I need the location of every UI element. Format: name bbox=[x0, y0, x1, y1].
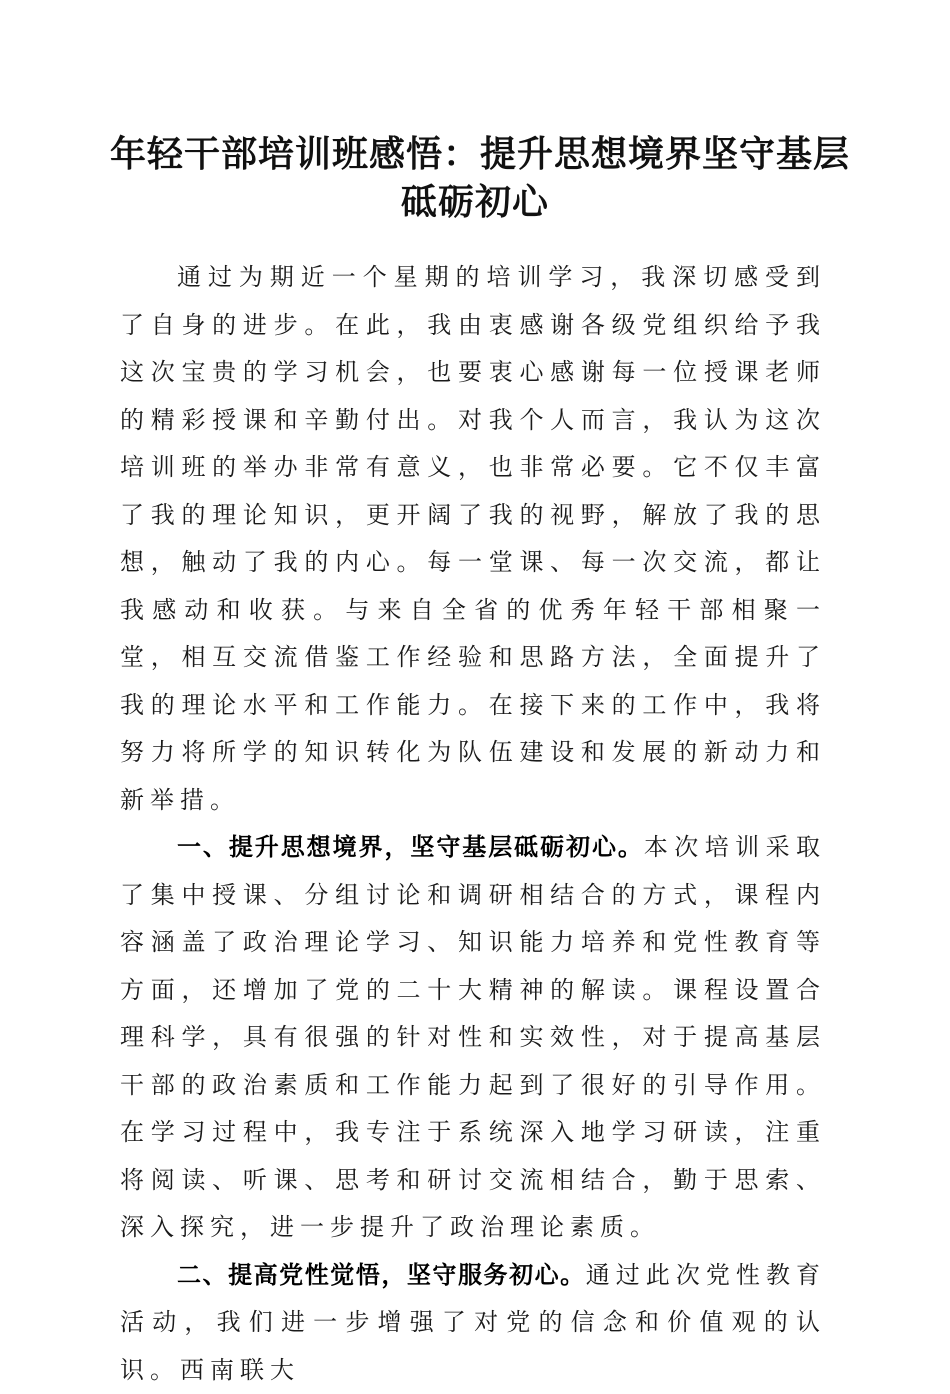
paragraph-text: 通过此次党性教育活动，我们进一步增强了对党的信念和价值观的认识。西南联大 bbox=[120, 1261, 826, 1384]
paragraph-text: 本次培训采取了集中授课、分组讨论和调研相结合的方式，课程内容涵盖了政治理论学习、知识能力培养和党性教育等方面，还增加了党的二十大精神的解读。课程设置合理科学，具有很强的针对性和实效性，对于提高基层干部的政治素质和工作能力起到了很好的引导作用。在学习过程中，我专注于系统深入地学习研读，注重将阅读、听课、思考和研讨交流相结合，勤于思索、深入探究，进一步提升了政治理论素质。 bbox=[120, 833, 826, 1241]
paragraph-intro bbox=[120, 254, 826, 824]
document-body bbox=[120, 254, 826, 1394]
paragraph-section-2 bbox=[120, 1252, 826, 1394]
section-heading: 二、提高党性觉悟，坚守服务初心。 bbox=[177, 1261, 586, 1289]
document-title bbox=[110, 130, 840, 226]
paragraph-section-1 bbox=[120, 824, 826, 1252]
section-heading: 一、提升思想境界，坚守基层砥砺初心。 bbox=[177, 833, 644, 861]
title-line-2: 砥砺初心 bbox=[110, 178, 840, 226]
title-line-1: 年轻干部培训班感悟：提升思想境界坚守基层 bbox=[110, 130, 840, 178]
paragraph-text: 通过为期近一个星期的培训学习，我深切感受到了自身的进步。在此，我由衷感谢各级党组织给予我这次宝贵的学习机会，也要衷心感谢每一位授课老师的精彩授课和辛勤付出。对我个人而言，我认为这次培训班的举办非常有意义，也非常必要。它不仅丰富了我的理论知识，更开阔了我的视野，解放了我的思想，触动了我的内心。每一堂课、每一次交流，都让我感动和收获。与来自全省的优秀年轻干部相聚一堂，相互交流借鉴工作经验和思路方法，全面提升了我的理论水平和工作能力。在接下来的工作中，我将努力将所学的知识转化为队伍建设和发展的新动力和新举措。 bbox=[120, 263, 826, 814]
